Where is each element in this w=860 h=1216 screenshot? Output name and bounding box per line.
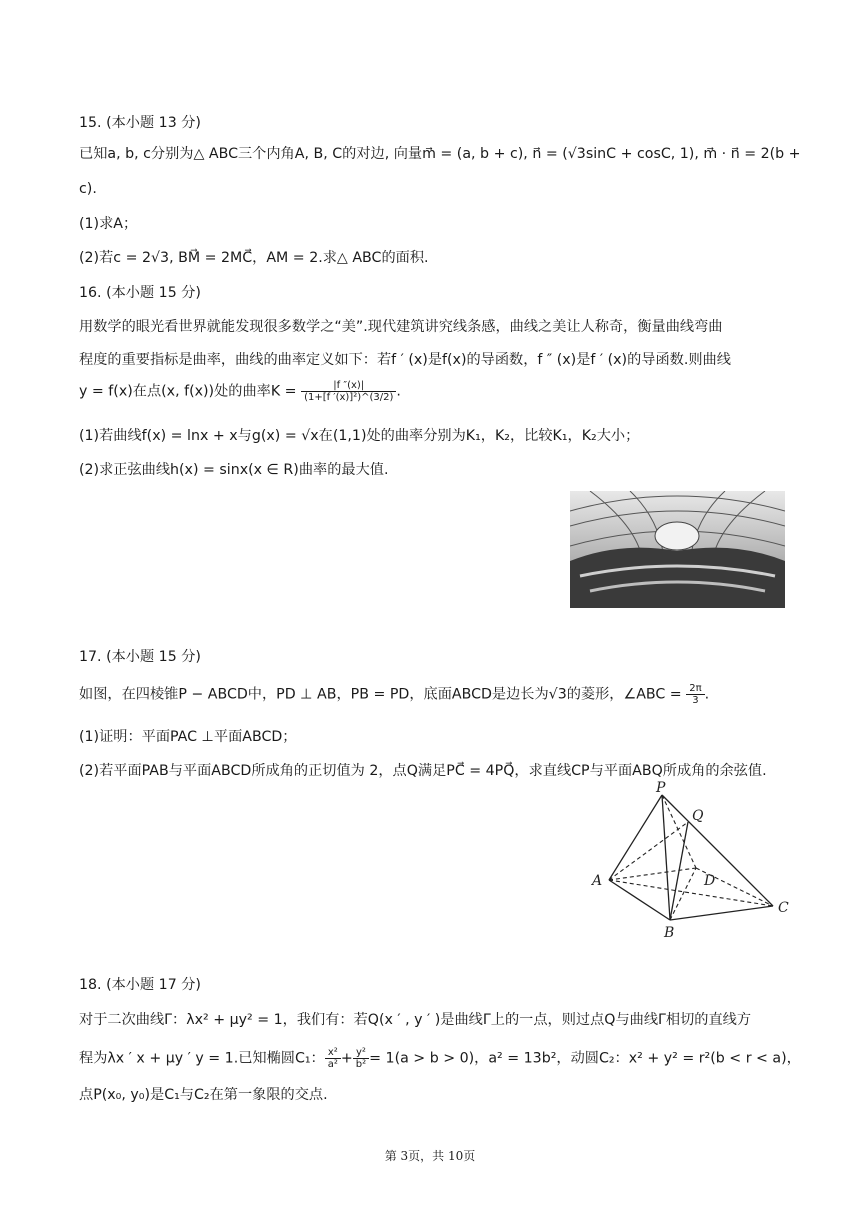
- problem-16-stem-line2: 程度的重要指标是曲率，曲线的曲率定义如下：若f ′ (x)是f(x)的导函数，f ″ (x)是f ′ (x)的导函数.则曲线: [79, 352, 731, 368]
- angle-fraction: [686, 683, 704, 706]
- angle-numerator: 2π: [686, 683, 704, 695]
- curvature-numerator: |f ″(x)|: [301, 380, 396, 392]
- curvature-formula-suffix: .: [396, 383, 401, 400]
- problem-15-part2: (2)若c = 2√3, BM⃗ = 2MC⃗，AM = 2.求△ ABC的面积.: [79, 250, 429, 266]
- problem-17-stem-suffix: .: [704, 686, 710, 703]
- ellipse-x-numerator: x²: [325, 1047, 341, 1059]
- problem-15-stem-line1: 已知a, b, c分别为△ ABC三个内角A, B, C的对边, 向量m⃗ = (a, b + c), n⃗ = (√3sinC + cosC, 1), m⃗ · n⃗ = 2(b +: [79, 146, 801, 162]
- label-D: D: [704, 873, 716, 889]
- problem-17-part2: (2)若平面PAB与平面ABCD所成角的正切值为 2，点Q满足PC⃗ = 4PQ⃗，求直线CP与平面ABQ所成角的余弦值.: [79, 763, 767, 779]
- label-C: C: [778, 900, 789, 916]
- curvature-denominator: (1+[f ′(x)]²)^(3/2): [304, 392, 394, 403]
- problem-18-stem-line2: [79, 1047, 801, 1070]
- ellipse-fraction-y: [353, 1047, 369, 1070]
- ellipse-fraction-x: [325, 1047, 341, 1070]
- angle-denominator: 3: [692, 695, 699, 706]
- label-P: P: [656, 780, 666, 796]
- page-footer: 第 3页，共 10页: [384, 1149, 476, 1163]
- problem-16-stem-line3: [79, 380, 401, 403]
- problem-15-stem-line2: c).: [79, 181, 97, 197]
- problem-17-stem-text: 如图，在四棱锥P − ABCD中，PD ⊥ AB，PB = PD，底面ABCD是边长为√3的菱形，∠ABC =: [79, 686, 682, 703]
- edge-PC: [662, 795, 773, 906]
- edge-AB: [609, 880, 670, 920]
- ellipse-intro: 程为λx ′ x + μy ′ y = 1.已知椭圆C₁：: [79, 1050, 325, 1067]
- label-Q: Q: [692, 808, 704, 824]
- problem-17-stem: [79, 683, 709, 706]
- pyramid-figure: [588, 780, 798, 940]
- problem-15-header: 15. (本小题 13 分): [79, 115, 201, 131]
- edge-AC: [609, 880, 773, 906]
- label-B: B: [664, 925, 675, 940]
- edge-BC: [670, 906, 773, 920]
- curvature-formula-prefix: y = f(x)在点(x, f(x))处的曲率K =: [79, 383, 297, 400]
- problem-17-part1: (1)证明：平面PAC ⊥平面ABCD；: [79, 729, 297, 745]
- problem-16-stem-line1: 用数学的眼光看世界就能发现很多数学之“美”.现代建筑讲究线条感，曲线之美让人称奇，衡量曲线弯曲: [79, 319, 723, 335]
- edge-PB: [662, 795, 670, 920]
- architecture-photo: [570, 491, 785, 608]
- problem-16-part2: (2)求正弦曲线h(x) = sinx(x ∈ R)曲率的最大值.: [79, 462, 389, 478]
- problem-18-stem-line3: 点P(x₀, y₀)是C₁与C₂在第一象限的交点.: [79, 1087, 328, 1103]
- architecture-photo-drawing: [570, 491, 785, 608]
- curvature-fraction: [301, 380, 396, 403]
- problem-17-header: 17. (本小题 15 分): [79, 649, 201, 665]
- ellipse-x-denominator: a²: [327, 1059, 338, 1070]
- ellipse-equation-rest: = 1(a > b > 0)，a² = 13b²，动圆C₂：x² + y² = r²(b < r < a)，: [369, 1050, 801, 1067]
- problem-16-part1: (1)若曲线f(x) = lnx + x与g(x) = √x在(1,1)处的曲率分别为K₁，K₂，比较K₁，K₂大小；: [79, 428, 640, 444]
- problem-18-stem-line1: 对于二次曲线Γ：λx² + μy² = 1，我们有：若Q(x ′ , y ′ )是曲线Γ上的一点，则过点Q与曲线Γ相切的直线方: [79, 1012, 752, 1028]
- problem-18-header: 18. (本小题 17 分): [79, 977, 201, 993]
- ellipse-y-numerator: y²: [353, 1047, 369, 1059]
- edge-BD: [670, 868, 696, 920]
- problem-16-header: 16. (本小题 15 分): [79, 285, 201, 301]
- ellipse-plus: +: [340, 1050, 353, 1067]
- ellipse-y-denominator: b²: [355, 1059, 367, 1070]
- edge-AQ: [609, 822, 688, 880]
- label-A: A: [592, 873, 603, 889]
- problem-15-part1: (1)求A；: [79, 216, 138, 232]
- edge-PD: [662, 795, 696, 868]
- edge-PA: [609, 795, 662, 880]
